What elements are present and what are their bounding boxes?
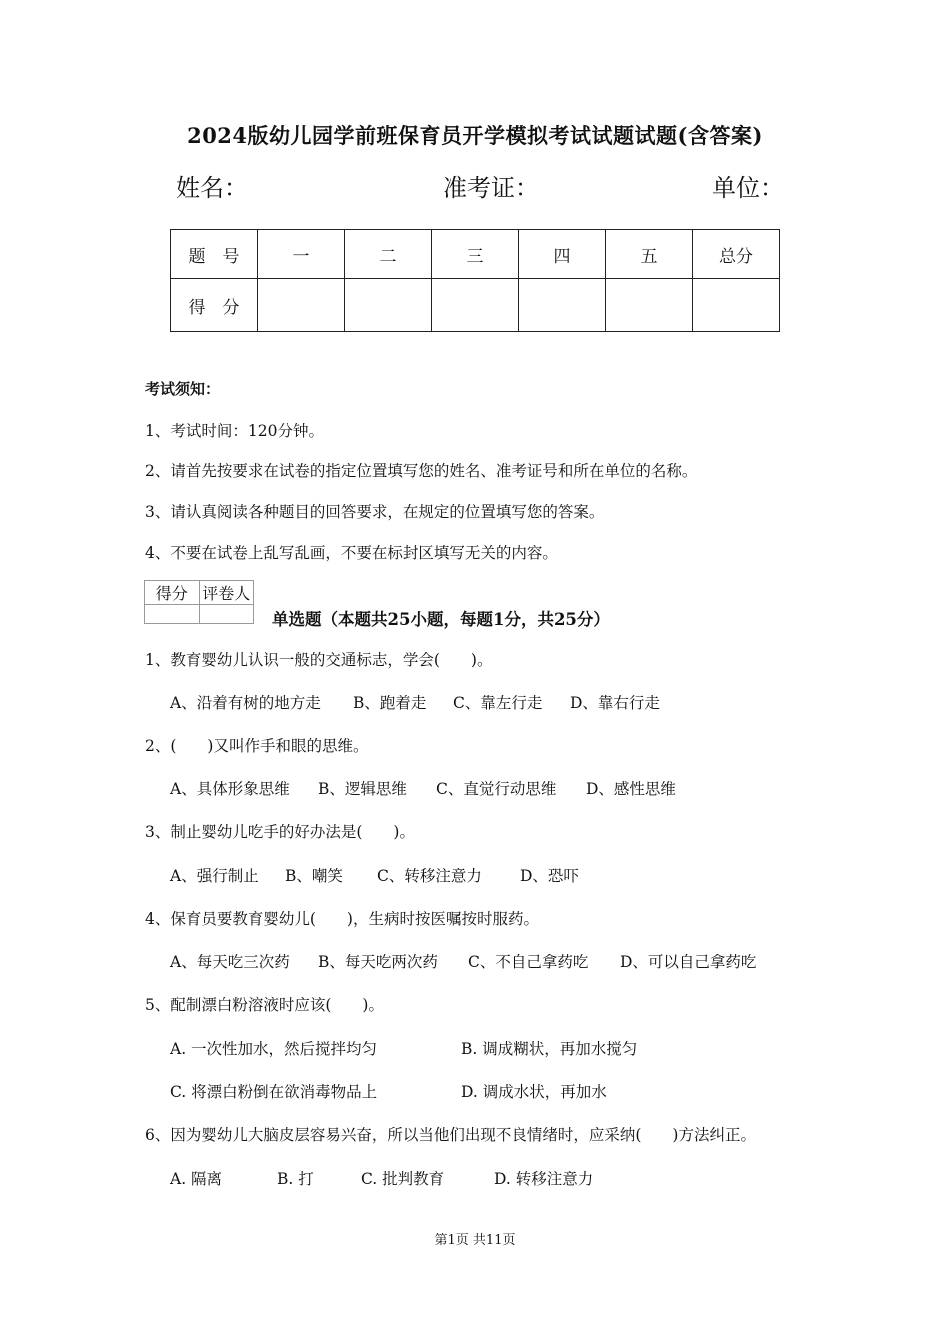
option: A、每天吃三次药 bbox=[170, 953, 290, 971]
option: C、直觉行动思维 bbox=[436, 780, 557, 798]
notice-item: 1、考试时间：120分钟。 bbox=[145, 422, 324, 440]
option: B、嘲笑 bbox=[285, 867, 343, 885]
question-options bbox=[170, 950, 756, 972]
option: A、具体形象思维 bbox=[170, 780, 290, 798]
option: B、逻辑思维 bbox=[318, 780, 407, 798]
option: B、每天吃两次药 bbox=[318, 953, 438, 971]
score-header-1: 一 bbox=[258, 230, 345, 279]
notice-heading: 考试须知： bbox=[145, 380, 221, 398]
option: D、可以自己拿药吃 bbox=[620, 953, 757, 971]
option: D、感性思维 bbox=[586, 780, 676, 798]
question-stem: 6、因为婴幼儿大脑皮层容易兴奋，所以当他们出现不良情绪时，应采纳( )方法纠正。 bbox=[145, 1126, 756, 1144]
question-options bbox=[170, 691, 660, 713]
option: C. 批判教育 bbox=[361, 1170, 445, 1188]
question-options bbox=[170, 1167, 593, 1189]
name-label: 姓名： bbox=[176, 174, 248, 202]
grader-score-cell bbox=[145, 605, 200, 624]
question-options bbox=[170, 777, 676, 799]
notice-item: 4、不要在试卷上乱写乱画，不要在标封区填写无关的内容。 bbox=[145, 544, 558, 562]
option: B. 调成糊状，再加水搅匀 bbox=[461, 1040, 638, 1058]
option: D. 调成水状，再加水 bbox=[461, 1083, 607, 1101]
option: B. 打 bbox=[277, 1170, 314, 1188]
score-header-3: 三 bbox=[432, 230, 519, 279]
score-cell-5 bbox=[606, 279, 693, 332]
score-header-4: 四 bbox=[519, 230, 606, 279]
notice-item: 3、请认真阅读各种题目的回答要求，在规定的位置填写您的答案。 bbox=[145, 503, 605, 521]
question-stem: 5、配制漂白粉溶液时应该( )。 bbox=[145, 996, 384, 1014]
score-cell-4 bbox=[519, 279, 606, 332]
question-stem: 4、保育员要教育婴幼儿( )，生病时按医嘱按时服药。 bbox=[145, 910, 539, 928]
score-cell-2 bbox=[345, 279, 432, 332]
score-cell-3 bbox=[432, 279, 519, 332]
score-row-label: 得 分 bbox=[171, 279, 258, 332]
score-header-label: 题 号 bbox=[171, 230, 258, 279]
option: B、跑着走 bbox=[353, 694, 427, 712]
score-header-2: 二 bbox=[345, 230, 432, 279]
option: A、强行制止 bbox=[170, 867, 259, 885]
document-title: 2024版幼儿园学前班保育员开学模拟考试试题试题(含答案) bbox=[187, 123, 763, 148]
unit-label: 单位： bbox=[712, 174, 784, 202]
option: A、沿着有树的地方走 bbox=[170, 694, 321, 712]
grader-name-cell bbox=[199, 605, 254, 624]
exam-number-label: 准考证： bbox=[443, 174, 539, 202]
section-title: 单选题（本题共25小题，每题1分，共25分） bbox=[272, 610, 610, 629]
option: C、靠左行走 bbox=[453, 694, 543, 712]
page-footer: 第1页 共11页 bbox=[434, 1233, 516, 1248]
option: A. 隔离 bbox=[170, 1170, 223, 1188]
score-header-5: 五 bbox=[606, 230, 693, 279]
notice-item: 2、请首先按要求在试卷的指定位置填写您的姓名、准考证号和所在单位的名称。 bbox=[145, 462, 698, 480]
option: D、恐吓 bbox=[520, 867, 579, 885]
question-options bbox=[170, 864, 579, 886]
grader-score-label: 得分 bbox=[145, 581, 200, 605]
option: A. 一次性加水，然后搅拌均匀 bbox=[170, 1040, 378, 1058]
question-options bbox=[170, 1080, 607, 1102]
question-stem: 3、制止婴幼儿吃手的好办法是( )。 bbox=[145, 823, 415, 841]
option: C. 将漂白粉倒在欲消毒物品上 bbox=[170, 1083, 378, 1101]
question-stem: 1、教育婴幼儿认识一般的交通标志，学会( )。 bbox=[145, 651, 493, 669]
question-options bbox=[170, 1037, 637, 1059]
score-cell-1 bbox=[258, 279, 345, 332]
score-table bbox=[170, 229, 780, 332]
option: C、不自己拿药吃 bbox=[468, 953, 589, 971]
score-cell-total bbox=[693, 279, 780, 332]
grader-name-label: 评卷人 bbox=[199, 581, 254, 605]
grader-box bbox=[144, 580, 254, 624]
option: D. 转移注意力 bbox=[494, 1170, 594, 1188]
option: C、转移注意力 bbox=[377, 867, 482, 885]
option: D、靠右行走 bbox=[570, 694, 660, 712]
score-header-total: 总分 bbox=[693, 230, 780, 279]
question-stem: 2、( )又叫作手和眼的思维。 bbox=[145, 737, 369, 755]
